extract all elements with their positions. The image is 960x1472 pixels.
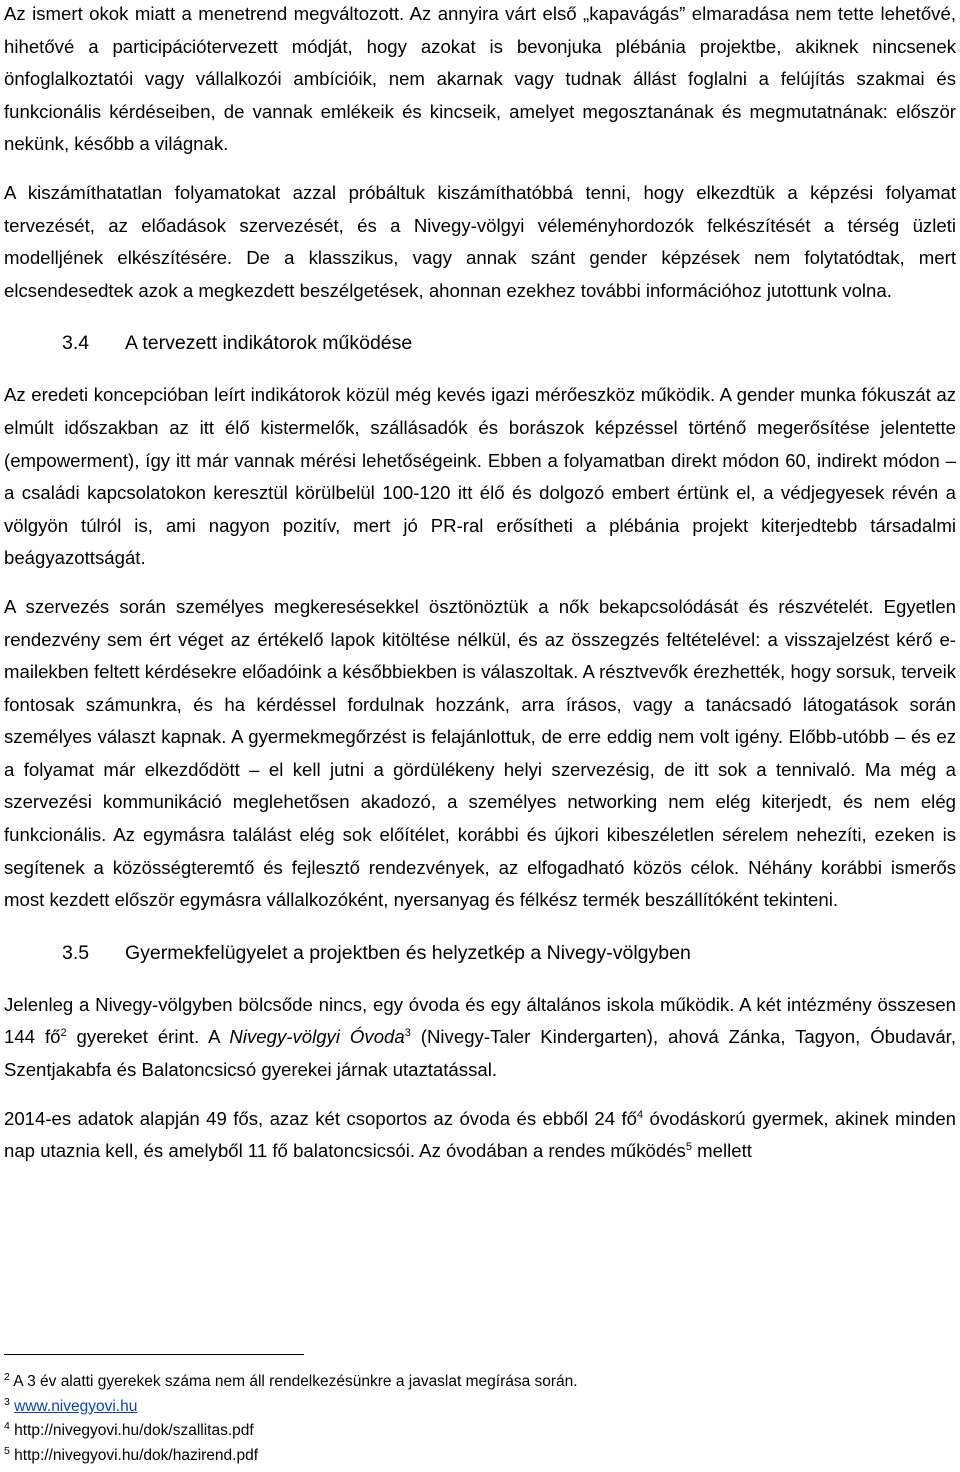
footnote-5 [4, 1444, 956, 1469]
section-number: 3.5 [62, 941, 90, 964]
footnote-ref[interactable]: 5 [685, 1141, 692, 1154]
section-title: Gyermekfelügyelet a projektben és helyzetkép a Nivegy-völgyben [125, 941, 691, 964]
footnote-number: 5 [4, 1444, 10, 1457]
footnotes [4, 1370, 956, 1468]
footnote-url[interactable]: http://nivegyovi.hu/dok/szallitas.pdf [14, 1422, 254, 1439]
footnote-url[interactable]: http://nivegyovi.hu/dok/hazirend.pdf [14, 1446, 259, 1464]
section-heading-3-4 [4, 327, 956, 359]
section-number: 3.4 [62, 332, 90, 355]
text-run: 2014-es adatok alapján 49 fős, azaz két csoportos az óvoda és ebből 24 fő [4, 1107, 637, 1129]
paragraph-indicators: Az eredeti koncepcióban leírt indikátorok közül még kevés igazi mérőeszköz működik. A gender munka fókuszát az elmúlt időszakban az itt élő kistermelők, szállásadók és borászok képzéssel történő megerősítése jelentette (empowerment), így itt már vannak mérési lehetőségeink. Ebben a folyamatban direkt módon 60, indirekt módon – a családi kapcsolatokon keresztül körülbelül 100-120 itt élő és dolgozó embert értünk el, a védjegyesek révén a völgyön túlról is, ami nagyon pozitív, mert jó PR-ral erősítheti a plébánia projekt kiterjedtebb társadalmi beágyazottságát. [4, 384, 956, 569]
paragraph-childcare [4, 989, 956, 1087]
document-page [4, 0, 956, 1168]
footnote-ref[interactable]: 4 [637, 1108, 644, 1121]
footnote-ref[interactable]: 3 [404, 1027, 411, 1040]
nivegyovi-link[interactable]: www.nivegyovi.hu [14, 1397, 138, 1415]
paragraph-organization: A szervezés során személyes megkeresésekkel ösztönöztük a nők bekapcsolódását és részvételét. Egyetlen rendezvény sem ért véget az értékelő lapok kitöltése nélkül, és az összegzés feltételével: a visszajelzést kérő e-mailekben feltett kérdésekre előadóink a későbbiekben is válaszoltak. A résztvevők érezhették, hogy sorsuk, terveik fontosak számunkra, és ha kérdéssel fordulnak hozzánk, arra írásos, vagy a tanácsadó látogatások során személyes választ kapnak. A gyermekmegőrzést is felajánlottuk, de erre eddig nem volt igény. Előbb-utóbb – és ez a folyamat már elkezdődött – el kell jutni a gördülékeny helyi szervezésig, de itt sok a tennivaló. Ma még a szervezési kommunikáció meglehetősen akadozó, a személyes networking nem elég kiterjedt, és nem elég funkcionális. Az egymásra találást elég sok előítélet, korábbi és újkori kibeszéletlen sérelem nehezíti, ezeken is segítenek a közösségteremtő és fejlesztő rendezvények, az elfogadható közös célok. Néhány korábbi ismerős most kezdett először egymásra vállalkozóként, nyersanyag és félkész termék beszállítóként tekinteni. [4, 595, 956, 911]
paragraph-processes: A kiszámíthatatlan folyamatokat azzal próbáltuk kiszámíthatóbbá tenni, hogy elkezdtük a képzési folyamat tervezését, az előadások szervezését, és a Nivegy-völgyi véleményhordozók felkészítését a térség üzleti modelljének elkészítésére. De a klasszikus, vagy annak szánt gender képzések nem folytatódtak, mert elcsendesedtek azok a megkezdett beszélgetések, ahonnan ezekhez további információhoz jutottunk volna. [4, 181, 956, 301]
paragraph-kindergarten-data [4, 1103, 956, 1168]
footnote-4 [4, 1419, 956, 1444]
text-run: gyereket érint. A [66, 1026, 230, 1048]
text-run: (Nivegy-Taler Kindergarten), ahová Zánka, Tagyon, Óbudavár, Szentjakabfa és Balatoncsicsó gyerekei járnak utaztatással. [4, 1026, 956, 1081]
kindergarten-name: Nivegy-völgyi Óvoda [229, 1026, 405, 1048]
footnote-number: 2 [4, 1371, 10, 1383]
section-title: A tervezett indikátorok működése [125, 332, 413, 355]
footnote-ref[interactable]: 2 [60, 1027, 67, 1040]
footnote-text: A 3 év alatti gyerekek száma nem áll rendelkezésünkre a javaslat megírása során. [13, 1373, 578, 1390]
text-run: mellett [691, 1140, 752, 1162]
section-heading-3-5 [4, 937, 956, 969]
text-run: Jelenleg a Nivegy-völgyben bölcsőde nincs, egy óvoda és egy általános iskola működik. A két intézmény összesen 144 fő [4, 993, 956, 1048]
footnote-number: 4 [4, 1420, 10, 1432]
text-run: óvodáskorú gyermek, akinek minden nap utaznia kell, és amelyből 11 fő balatoncsicsói. Az óvodában a rendes működés [4, 1107, 956, 1162]
footnote-number: 3 [4, 1395, 10, 1408]
paragraph-intro: Az ismert okok miatt a menetrend megváltozott. Az annyira várt első „kapavágás” elmaradása nem tette lehetővé, hihetővé a participációtervezett módját, hogy azokat is bevonjuka plébánia projektbe, akiknek nincsenek önfoglalkoztatói vagy vállalkozói ambícióik, nem akarnak vagy tudnak állást foglalni a felújítás szakmai és funkcionális kérdéseiben, de vannak emlékeik és kincseik, amelyet megosztanának és megmutatnának: először nekünk, később a világnak. [4, 3, 956, 155]
footnote-separator [4, 1354, 304, 1355]
footnote-3 [4, 1395, 956, 1420]
footnote-2 [4, 1370, 956, 1395]
